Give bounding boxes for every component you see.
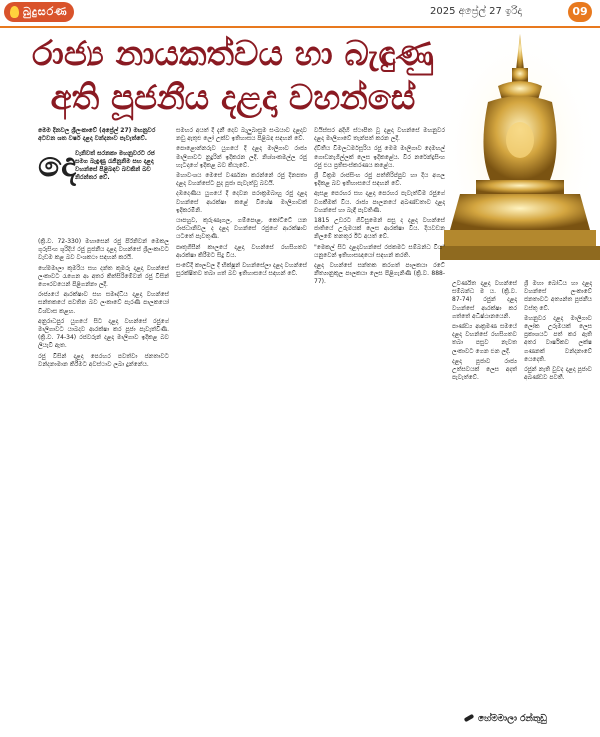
paragraph: ද්විතීය විමලධර්මසූරිය රජු මෙම මාලිගාව දෙමහල් ගොඩනැගිල්ලක් ලෙස ඉදිකළේය. වීර නරේන්ද්‍රසිංහ රජු එය ප්‍රතිසංස්කරණය කළේය. — [314, 145, 445, 169]
paragraph: දඹදෙණිය යුගයේ දී දෙවන පරාක්‍රමබාහු රජු දළදා වහන්සේ ආරක්ෂා කළේ විශේෂ මාලිගාවක් ඉදිකරමිනි. — [176, 190, 307, 214]
article-column-4a — [452, 280, 517, 710]
paragraph: පාණ්ඩ්‍ය ආක්‍රමණ සමයේ දළදා වහන්සේ රහසිගතව තබා පසුව නැවත ලංකාවට ගෙන එන ලදී. — [452, 323, 517, 355]
headline-line-2: අති පූජනීය දළදා වහන්සේ — [50, 78, 416, 118]
paragraph: දළදා පූජාව රාජ්‍ය උත්සවයක් ලෙස අදත් පැවැත්වේ. — [452, 357, 517, 382]
paragraph: පෘතුගීසීන් කාලයේ දළදා වහන්සේ රහසිගතව ආරක්ෂා කිරීමට සිදු විය. — [176, 243, 307, 259]
headline-line-1: රාජ්‍ය නායකත්වය හා බැඳුණු — [32, 34, 434, 74]
paragraph: සමහර අයත් දී දැනී දෙව බැලුබාසුම සංඛයාව දළදාව නඩු ඇතුළු ලෝ උක්ව ඉතිහාසය පිළිබඳ සඳහන් වේ. — [176, 127, 307, 143]
paragraph: රාජ්‍යයේ ආරක්ෂාව සහ සමෘද්ධිය දළදා වහන්සේ සන්තකයේ පවතින බව ලංකාවේ පැරණි පාලකයෝ විශ්වාස කළහ. — [38, 291, 169, 315]
paragraph: සංවේදී කාලවල දී භික්ෂූන් වහන්සේලා දළදා වහන්සේ සුරක්ෂිතව තබා ගත් බව ඉතිහාසයේ සඳහන් වේ. — [176, 262, 307, 278]
paragraph: මහාවංශය මෙසේ වර්ණනා කරන්නේ රජු දිනපතා දළදා වහන්සේට පුද පූජා පැවැත්වූ බවයි. — [176, 172, 307, 188]
paragraph: වයිස්සර අදිහි ස්ථාපිත වූ දළදා වහන්සේ මහනුවර දළදා මාලිගාවේ තැන්පත් කරන ලදී. — [314, 127, 445, 143]
paragraph: (ක්‍රි.ව. 72-330) මහාසෙන් රජු පිරිනිවන් මෙකල ගුරුසිංහ ශුරිදිය් රජු පූජනීය දළදා වහන්සේ ශ්‍රීලංකාවට වැඩම කළ බව වංශකථා සඳහන් කරයි. — [38, 238, 169, 262]
flame-icon — [10, 6, 19, 18]
paragraph: ශ්‍රී මහා බෝධිය හා දළදා වහන්සේ ලංකාවේ ජනතාවට අත්‍යන්ත පූජනීය වස්තු වේ. — [524, 280, 592, 312]
newspaper-logo — [4, 2, 74, 22]
page-number: 09 — [568, 2, 592, 22]
paragraph: අනුරාධපුර යුගයේ සිට දළදා වහන්සේ රජුගේ මාලිගාවට යාබදව ආරක්ෂා කර පූජා පැවැත්විණි. (ක්‍රි.ව. 74-34) රජවරුන් දළදා මාලිගාව ඉදිකළ බව ලියැවී ඇත. — [38, 317, 169, 350]
paragraph: පොළොන්නරුව යුගයේ දී දළදා මාලිගාව රාජ්‍ය මාලිගාවට නුදුරින් ඉදිකරන ලදී. නිශ්ශංකමල්ල රජු හැටදාගේ ඉදිකළ බව කියැවේ. — [176, 145, 307, 169]
paragraph: හේමමාලා කුමරිය සහ දන්ත කුමරු දළදා වහන්සේ ලංකාවට රැගෙන ආ අතර කිත්සිරිමේවන් රජු විසින් ගෞරවයෙන් පිළිගන්නා ලදී. — [38, 264, 169, 289]
paragraph: ශ්‍රී වික්‍රම රාජසිංහ රජු පත්තිරිප්පුව හා දිය අගල ඉදිකළ බව ඉතිහාසයේ සඳහන් වේ. — [314, 172, 445, 188]
drop-cap: දෙ — [38, 145, 77, 185]
article-column-1 — [38, 238, 169, 708]
paragraph: රජුන් නැති වුවද දළදා පූජාව අඛණ්ඩව පවතී. — [524, 366, 592, 382]
article-column-3 — [314, 127, 445, 707]
intro-caption: මෙම දිනවල ශ්‍රීලංකාවේ (අප්‍රේල් 27) මහනුවර අටවන ශත වර්ෂ දළදා වන්දනාව පැවැත්වේ. — [38, 127, 156, 142]
lead-paragraph: වැනිවත් සරනකා මහනුවරට රජ සමග බැඳුණු රැජිනුනිම සහ දළදා වහන්සේ පිළිබඳව බවකින් බව නිරන්තර වේ. — [75, 150, 155, 181]
issue-date: 2025 අප්‍රේල් 27 ඉරිදා — [430, 6, 522, 17]
article-column-4b — [524, 280, 592, 710]
logo-text: බුදුසරණ — [23, 5, 68, 18]
pen-icon — [464, 714, 475, 722]
paragraph: 1815 උඩරට ගිවිසුමෙන් පසු ද දළදා වහන්සේ ජාතියේ උරුමයක් ලෙස ආරක්ෂා විය. දියවඩන නිලමේ තනතුර ඊට අයත් වේ. — [314, 217, 445, 241]
article-column-2 — [176, 127, 307, 707]
paragraph: මහනුවර දළදා මාලිගාව ලෝක උරුමයක් ලෙස ප්‍රකාශයට පත් කර ඇති අතර වාර්ෂිකව ලක්ෂ ගණනක් වන්දනාවේ යෙදෙති. — [524, 314, 592, 363]
golden-relic-casket-image — [440, 30, 600, 280]
paragraph: දළදා වහන්සේ සන්තක කරගත් පාලකයා රටේ නීත්‍යානුකූල පාලකයා ලෙස පිළිගැනිණි (ක්‍රි.ව. 888-77). — [314, 262, 445, 286]
paragraph: "මෙකල් සිට දළදාවහන්සේ රජකමට සම්බන්ධ විය" යනුවෙන් ඉතිහාසඥයෝ සඳහන් කරති. — [314, 243, 445, 259]
page-header — [0, 0, 600, 28]
paragraph: ඇසළ පෙරහර සහ දළදා පෙරහර පැවැත්වීම රජුගේ වගකීමක් විය. රාජ්‍ය පාලනයේ අඛණ්ඩතාව දළදා වහන්සේ හා බැඳී පැවතිණි. — [314, 190, 445, 214]
paragraph: රජු විසින් දළදා පෙරහර පවත්වා ජනතාවට වන්දනාමාන කිරීමට අවස්ථාව ලබා දුන්නේය. — [38, 352, 169, 368]
paragraph: යාපහුව, කුරුණෑගල, ගම්පොළ, කෝට්ටේ යන රාජධානිවල ද දළදා වහන්සේ රජුගේ ආරක්ෂාව යටතේ පැවතුණි. — [176, 217, 307, 241]
paragraph: උවර්ණිත දළදා වහන්සේ සම්බන්ධ ම ය. (ක්‍රි.ව. 87-74) රජුන් දළදා වහන්සේ ආරක්ෂා කර ගත්තේ අධිෂ්ඨානයෙනි. — [452, 280, 517, 320]
author-byline: හේමමාලා රන්තුඩු — [478, 714, 547, 724]
